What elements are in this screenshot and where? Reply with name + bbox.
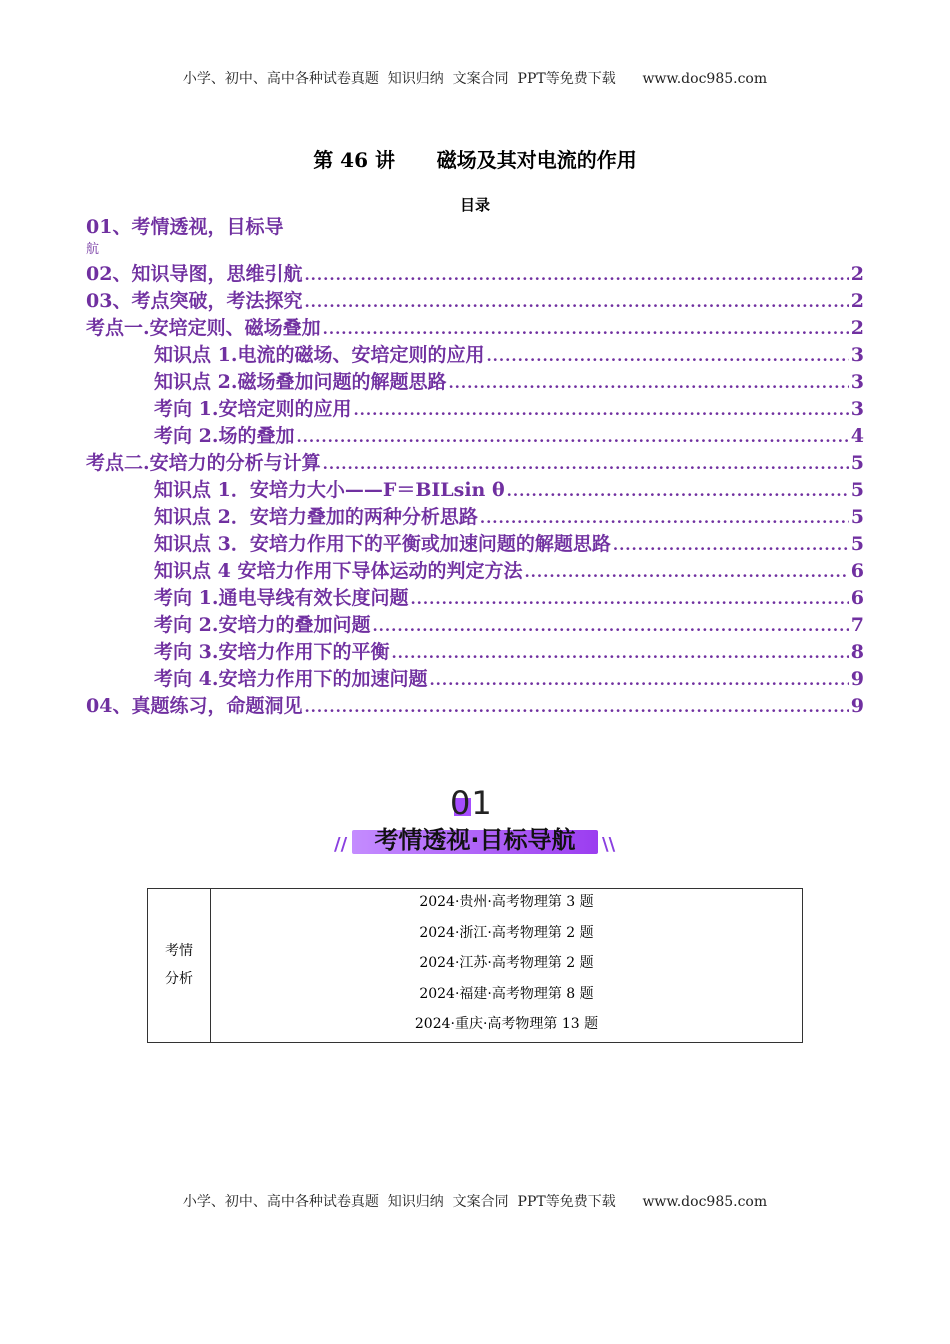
exam-item: 2024·福建·高考物理第 8 题 <box>419 985 594 1002</box>
toc-item[interactable] <box>86 369 864 396</box>
toc-leader <box>429 667 848 693</box>
toc-item-label: 考向 2.场的叠加 <box>154 425 295 447</box>
toc-item-page: 2 <box>850 290 864 312</box>
toc-item-label: 考向 3.安培力作用下的平衡 <box>154 641 390 663</box>
toc-item-label: 知识点 2．安培力叠加的两种分析思路 <box>154 506 478 528</box>
toc-item-label: 知识点 2.磁场叠加问题的解题思路 <box>154 371 447 393</box>
toc-leader <box>304 289 848 315</box>
toc-item-label: 考向 1.通电导线有效长度问题 <box>154 587 409 609</box>
banner-number: 01 <box>450 784 493 822</box>
toc-item-label: 考向 1.安培定则的应用 <box>154 398 352 420</box>
toc-item[interactable] <box>86 558 864 585</box>
toc-item-label: 03、考点突破，考法探究 <box>86 290 303 312</box>
analysis-exam-list <box>211 889 803 1043</box>
exam-item: 2024·浙江·高考物理第 2 题 <box>419 924 594 941</box>
toc-item[interactable] <box>86 396 864 423</box>
toc-leader <box>613 532 849 558</box>
toc-item[interactable] <box>86 261 864 288</box>
toc-leader <box>480 505 849 531</box>
toc-item-page: 2 <box>850 317 864 339</box>
page-header: 小学、初中、高中各种试卷真题 知识归纳 文案合同 PPT等免费下载 www.doc985.com <box>182 71 768 87</box>
toc-item-page: 3 <box>850 398 864 420</box>
toc-item-page: 5 <box>850 506 864 528</box>
exam-item: 2024·江苏·高考物理第 2 题 <box>419 955 594 972</box>
toc-leader <box>304 262 848 288</box>
toc-item-label: 04、真题练习，命题洞见 <box>86 695 303 717</box>
toc-leader <box>507 478 849 504</box>
toc-item-first[interactable]: 01、考情透视，目标导 <box>86 216 284 238</box>
toc-item-page: 3 <box>850 344 864 366</box>
toc-item[interactable] <box>86 693 864 720</box>
toc-leader <box>323 451 849 477</box>
toc-leader <box>391 640 848 666</box>
toc-leader <box>524 559 848 585</box>
toc-leader <box>304 694 848 720</box>
toc-item-page: 4 <box>850 425 864 447</box>
exam-item: 2024·贵州·高考物理第 3 题 <box>419 894 594 910</box>
toc-item[interactable] <box>86 423 864 450</box>
analysis-label <box>148 889 211 1043</box>
toc-item[interactable] <box>86 477 864 504</box>
analysis-label-line1: 考情 <box>165 943 193 960</box>
toc-item[interactable] <box>86 504 864 531</box>
toc-item-label: 知识点 4 安培力作用下导体运动的判定方法 <box>154 560 523 582</box>
exam-analysis-table <box>147 888 803 1043</box>
section-banner <box>330 784 620 864</box>
page-title: 第 46 讲 磁场及其对电流的作用 <box>313 148 637 172</box>
banner-right-mark: \\ <box>602 834 616 855</box>
toc-leader <box>372 613 848 639</box>
toc-item[interactable] <box>86 666 864 693</box>
toc-item[interactable] <box>86 612 864 639</box>
toc-item-page: 9 <box>850 695 864 717</box>
toc-item[interactable] <box>86 315 864 342</box>
toc-heading: 目录 <box>459 196 490 214</box>
toc-item-label: 考向 2.安培力的叠加问题 <box>154 614 371 636</box>
table-of-contents <box>86 214 864 720</box>
toc-item-label: 02、知识导图，思维引航 <box>86 263 303 285</box>
toc-item-page: 5 <box>850 452 864 474</box>
toc-item-first-wrap: 航 <box>86 242 100 257</box>
toc-item-label: 知识点 1．安培力大小——F＝BILsin θ <box>154 479 505 501</box>
toc-item[interactable] <box>86 531 864 558</box>
toc-item-page: 6 <box>850 587 864 609</box>
toc-item-label: 知识点 3．安培力作用下的平衡或加速问题的解题思路 <box>154 533 611 555</box>
toc-item-label: 考点一.安培定则、磁场叠加 <box>86 317 321 339</box>
toc-item-page: 8 <box>850 641 864 663</box>
toc-leader <box>410 586 848 612</box>
toc-item-label: 考点二.安培力的分析与计算 <box>86 452 321 474</box>
toc-item[interactable] <box>86 450 864 477</box>
page-footer: 小学、初中、高中各种试卷真题 知识归纳 文案合同 PPT等免费下载 www.doc985.com <box>182 1194 768 1210</box>
toc-leader <box>323 316 849 342</box>
banner-left-mark: // <box>334 834 348 855</box>
analysis-label-line2: 分析 <box>165 971 193 988</box>
toc-item[interactable] <box>86 288 864 315</box>
toc-item-page: 9 <box>850 668 864 690</box>
toc-item-page: 5 <box>850 479 864 501</box>
banner-title: 考情透视·目标导航 <box>374 826 576 854</box>
toc-leader <box>296 424 848 450</box>
toc-item[interactable] <box>86 342 864 369</box>
toc-item-page: 7 <box>850 614 864 636</box>
toc-leader <box>448 370 848 396</box>
toc-item-page: 5 <box>850 533 864 555</box>
toc-item-page: 2 <box>850 263 864 285</box>
toc-item[interactable] <box>86 639 864 666</box>
toc-item[interactable] <box>86 585 864 612</box>
toc-leader <box>486 343 848 369</box>
toc-leader <box>353 397 848 423</box>
toc-item-page: 3 <box>850 371 864 393</box>
exam-item: 2024·重庆·高考物理第 13 题 <box>414 1016 599 1033</box>
toc-item-label: 知识点 1.电流的磁场、安培定则的应用 <box>154 344 485 366</box>
toc-item-page: 6 <box>850 560 864 582</box>
toc-item-label: 考向 4.安培力作用下的加速问题 <box>154 668 428 690</box>
